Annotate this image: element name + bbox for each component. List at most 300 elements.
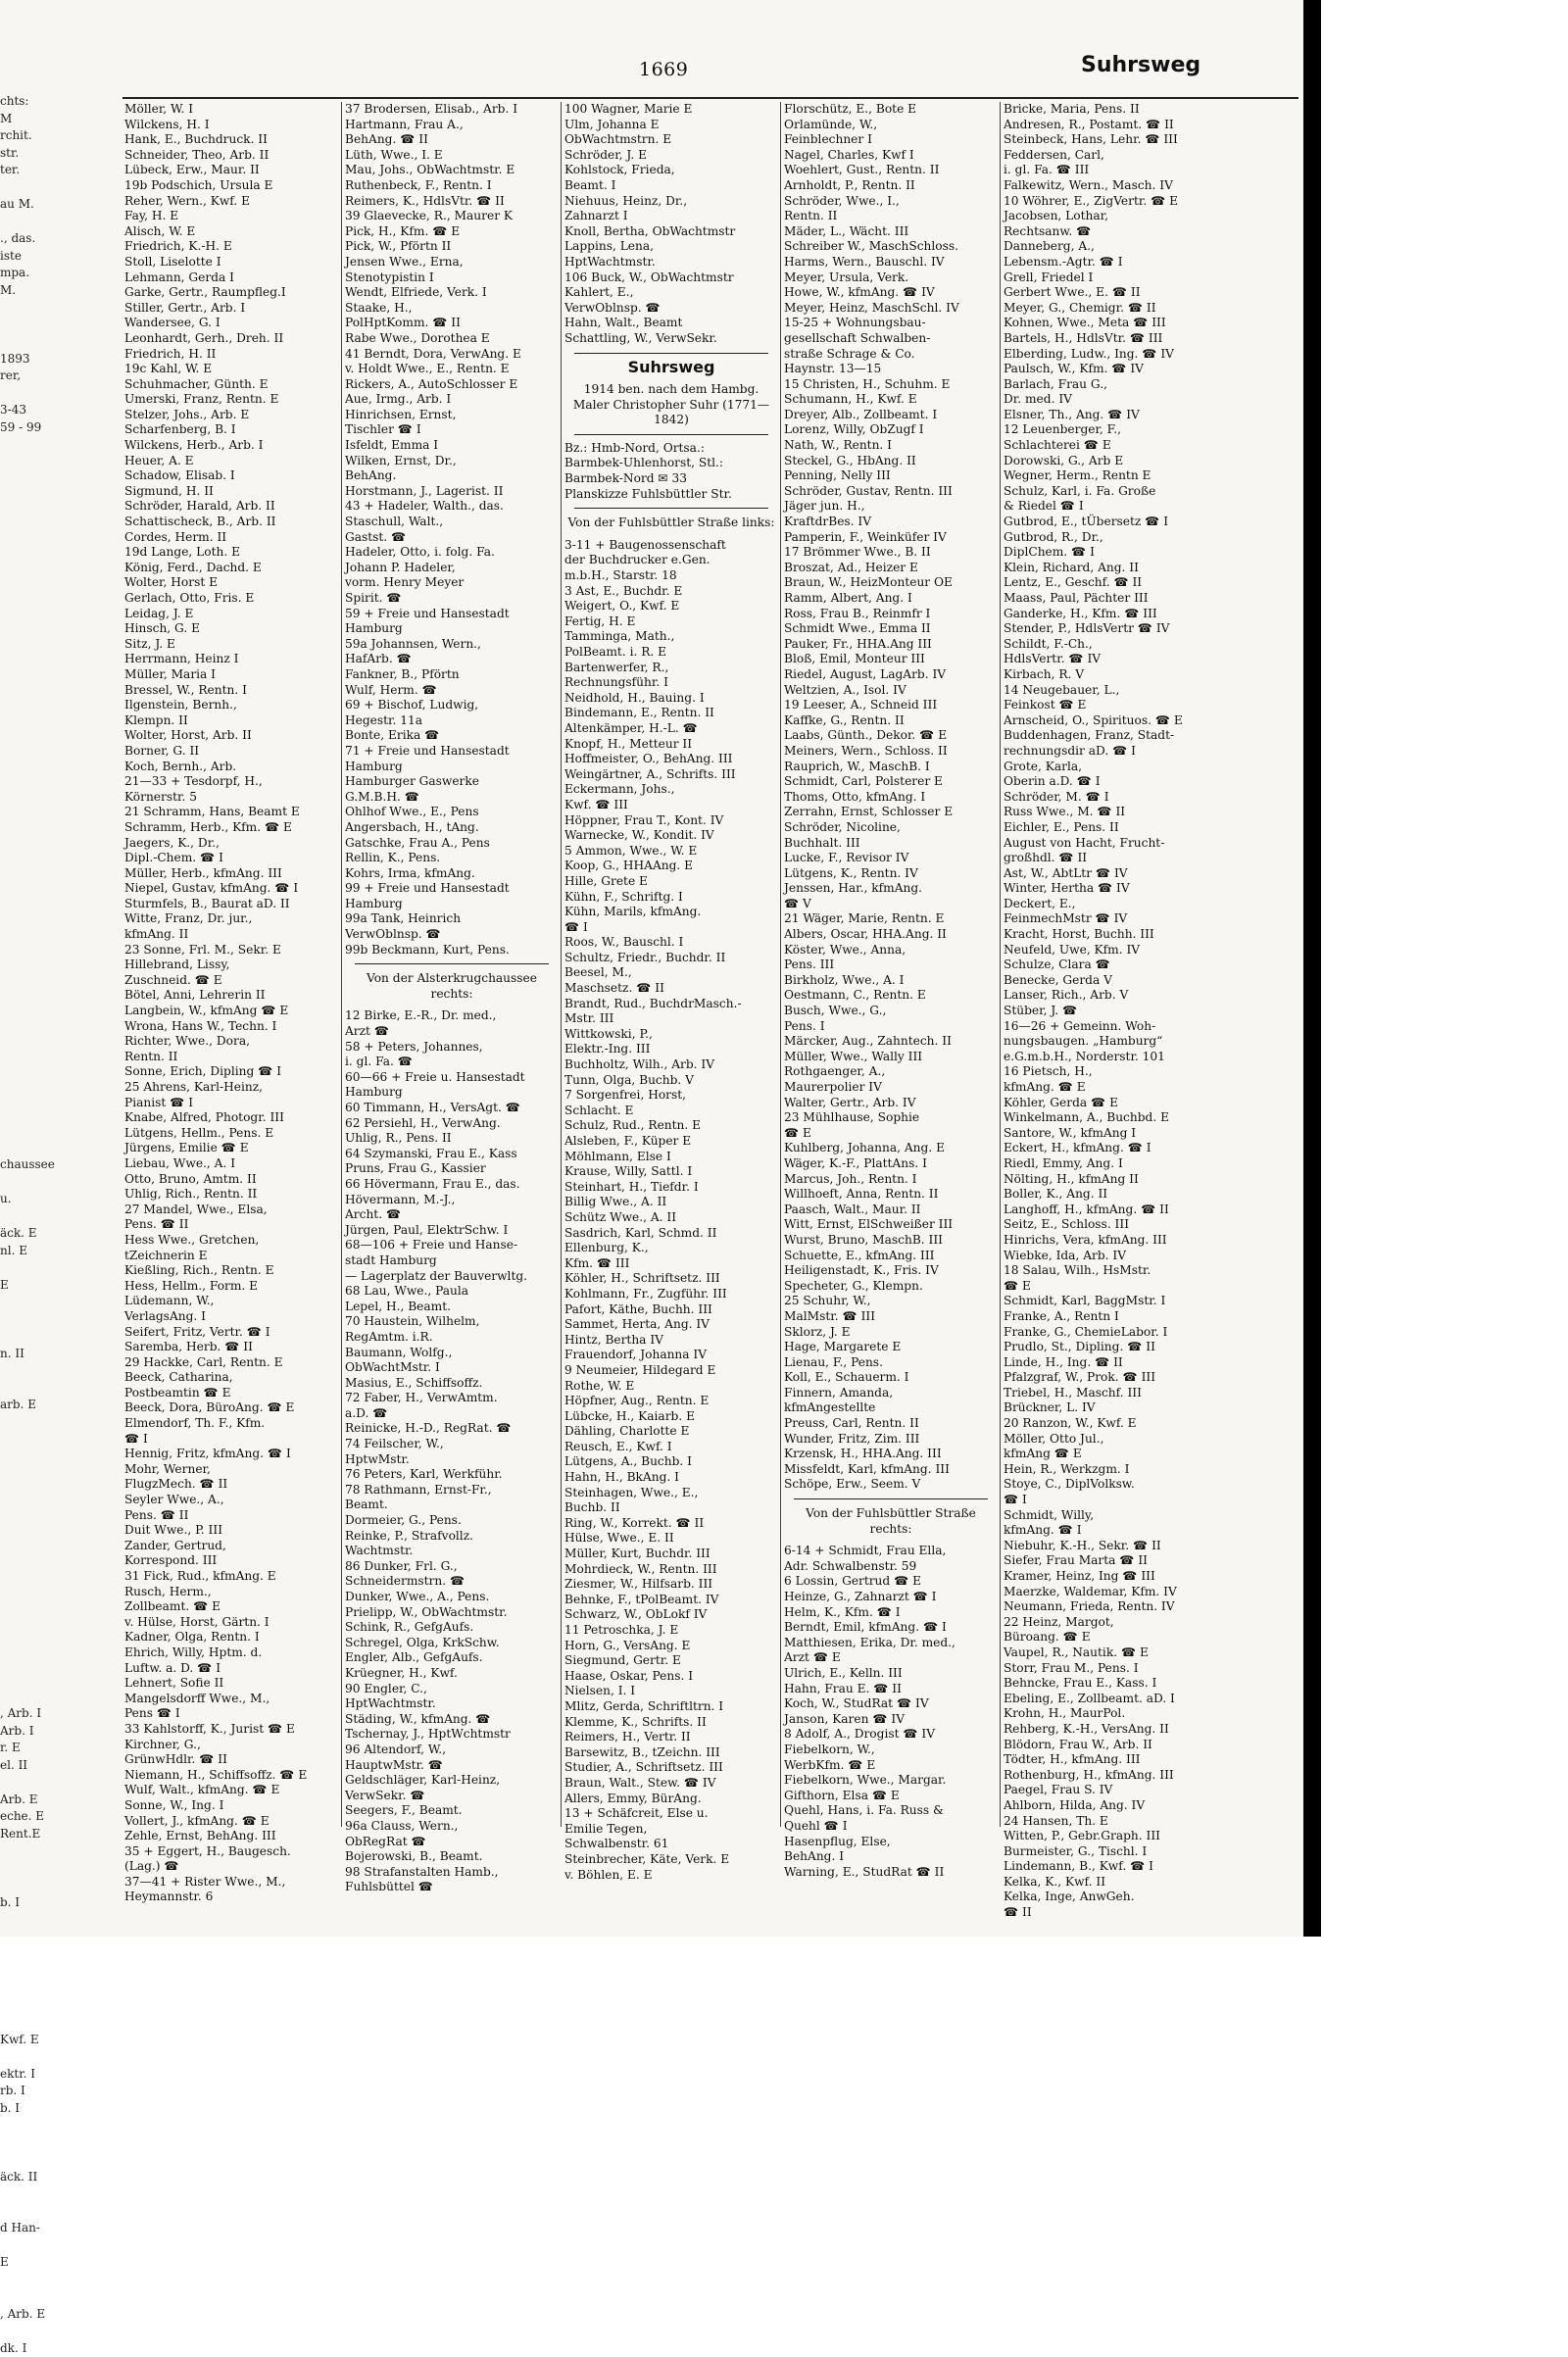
column-divider: [341, 102, 342, 1827]
directory-entry: 15 Christen, H., Schuhm. E: [784, 377, 998, 393]
stub-line: [0, 1877, 78, 1894]
directory-entry: Helm, K., Kfm. ☎ I: [784, 1605, 998, 1621]
directory-entry: Pfalzgraf, W., Prok. ☎ III: [1004, 1370, 1298, 1386]
directory-entry: Studier, A., Schriftsetz. III: [564, 1760, 778, 1776]
directory-entry: Hülse, Wwe., E. II: [564, 1531, 778, 1547]
directory-entry: Zollbeamt. ☎ E: [124, 1599, 338, 1615]
directory-entry: Dr. med. IV: [1004, 392, 1298, 408]
directory-entry: Barmbek-Nord ✉ 33: [564, 471, 778, 487]
directory-entry: vorm. Henry Meyer: [345, 575, 559, 591]
directory-entry: Schwarz, W., ObLokf IV: [564, 1607, 778, 1623]
directory-entry: 18 Salau, Wilh., HsMstr.: [1004, 1263, 1298, 1279]
directory-entry: Braun, Walt., Stew. ☎ IV: [564, 1776, 778, 1792]
directory-entry: Rechnungsführ. I: [564, 675, 778, 691]
directory-entry: Nölting, H., kfmAng II: [1004, 1172, 1298, 1188]
directory-entry: 19d Lange, Loth. E: [124, 545, 338, 561]
directory-entry: Arzt ☎: [345, 1024, 559, 1040]
directory-entry: Schöpe, Erw., Seem. V: [784, 1477, 998, 1493]
directory-entry: Triebel, H., Maschf. III: [1004, 1386, 1298, 1401]
directory-entry: Hille, Grete E: [564, 874, 778, 890]
stub-line: [0, 848, 78, 865]
directory-entry: ☎ E: [1004, 1279, 1298, 1295]
directory-entry: Hintz, Bertha IV: [564, 1333, 778, 1349]
stub-line: [0, 2117, 78, 2135]
directory-entry: ObRegRat ☎: [345, 1835, 559, 1850]
directory-entry: Pianist ☎ I: [124, 1096, 338, 1111]
directory-entry: Horn, G., VersAng. E: [564, 1639, 778, 1654]
section-rule: [794, 1498, 988, 1499]
stub-line: [0, 2323, 78, 2340]
stub-line: [0, 1637, 78, 1654]
directory-entry: Knoll, Bertha, ObWachtmstr: [564, 224, 778, 240]
directory-entry: Bz.: Hmb-Nord, Ortsa.:: [564, 441, 778, 457]
stub-line: nl. E: [0, 1243, 78, 1260]
directory-entry: Feinblechner I: [784, 132, 998, 148]
stub-line: [0, 2151, 78, 2169]
stub-line: 3-43: [0, 402, 78, 419]
directory-entry: Benecke, Gerda V: [1004, 973, 1298, 989]
stub-line: [0, 951, 78, 968]
directory-entry: Luftw. a. D. ☎ I: [124, 1661, 338, 1677]
directory-entry: Hövermann, M.-J.,: [345, 1193, 559, 1208]
directory-entry: Hahn, Frau E. ☎ II: [784, 1682, 998, 1697]
directory-entry: Ulm, Johanna E: [564, 118, 778, 133]
directory-entry: ☎ II: [1004, 1905, 1298, 1921]
directory-entry: Schröder, J. E: [564, 148, 778, 164]
stub-line: [0, 1911, 78, 1929]
directory-entry: Pens. ☎ II: [124, 1217, 338, 1233]
directory-entry: & Riedel ☎ I: [1004, 499, 1298, 515]
stub-line: M: [0, 111, 78, 128]
directory-entry: v. Böhlen, E. E: [564, 1868, 778, 1884]
directory-entry: gesellschaft Schwalben-: [784, 331, 998, 347]
column-5: [1004, 102, 1298, 1925]
directory-entry: v. Hülse, Horst, Gärtn. I: [124, 1615, 338, 1631]
directory-entry: Meyer, G., Chemigr. ☎ II: [1004, 301, 1298, 317]
directory-entry: Angersbach, H., tAng.: [345, 820, 559, 836]
directory-entry: Reusch, E., Kwf. I: [564, 1440, 778, 1455]
stub-line: b. I: [0, 2100, 78, 2118]
directory-entry: Koll, E., Schauerm. I: [784, 1370, 998, 1386]
directory-entry: Schuette, E., kfmAng. III: [784, 1249, 998, 1264]
directory-entry: Rickers, A., AutoSchlosser E: [345, 377, 559, 393]
stub-line: d Han-: [0, 2220, 78, 2237]
directory-entry: Jacobsen, Lothar,: [1004, 209, 1298, 224]
directory-entry: Lienau, F., Pens.: [784, 1355, 998, 1371]
directory-entry: PolHptKomm. ☎ II: [345, 316, 559, 331]
directory-entry: 23 Mühlhause, Sophie: [784, 1110, 998, 1126]
stub-line: [0, 625, 78, 643]
directory-entry: 19b Podschich, Ursula E: [124, 178, 338, 194]
directory-entry: Gastst. ☎: [345, 530, 559, 546]
directory-entry: Rechtsanw. ☎: [1004, 224, 1298, 240]
directory-entry: Tödter, H., kfmAng. III: [1004, 1752, 1298, 1768]
directory-entry: Klein, Richard, Ang. II: [1004, 561, 1298, 576]
column-divider: [780, 102, 781, 1827]
directory-entry: Seyler Wwe., A.,: [124, 1493, 338, 1508]
stub-line: [0, 1071, 78, 1089]
directory-entry: Wolter, Horst, Arb. II: [124, 728, 338, 744]
directory-entry: Seegers, F., Beamt.: [345, 1803, 559, 1819]
directory-entry: Schröder, M. ☎ I: [1004, 790, 1298, 806]
directory-entry: Hinrichs, Vera, kfmAng. III: [1004, 1233, 1298, 1249]
directory-entry: 64 Szymanski, Frau E., Kass: [345, 1147, 559, 1162]
directory-entry: Beamt. I: [564, 178, 778, 194]
stub-line: äck. E: [0, 1225, 78, 1243]
directory-entry: Schmidt, Willy,: [1004, 1508, 1298, 1524]
directory-entry: Sklorz, J. E: [784, 1325, 998, 1341]
directory-entry: tZeichnerin E: [124, 1249, 338, 1264]
directory-entry: Herrmann, Heinz I: [124, 652, 338, 667]
directory-entry: Zerrahn, Ernst, Schlosser E: [784, 805, 998, 820]
directory-entry: kfmAng. ☎ I: [1004, 1523, 1298, 1539]
directory-entry: Wiebke, Ida, Arb. IV: [1004, 1249, 1298, 1264]
directory-entry: Sturmfels, B., Baurat aD. II: [124, 897, 338, 912]
directory-entry: 41 Berndt, Dora, VerwAng. E: [345, 347, 559, 363]
top-rule: [122, 97, 1298, 99]
directory-entry: Schregel, Olga, KrkSchw.: [345, 1636, 559, 1651]
directory-entry: Niehuus, Heinz, Dr.,: [564, 194, 778, 210]
directory-entry: Arzt ☎ E: [784, 1650, 998, 1666]
directory-entry: Vollert, J., kfmAng. ☎ E: [124, 1814, 338, 1830]
directory-entry: nungsbaugen. „Hamburg“: [1004, 1034, 1298, 1050]
stub-line: , Arb. E: [0, 2306, 78, 2324]
directory-entry: Penning, Nelly III: [784, 468, 998, 484]
directory-entry: 10 Wöhrer, E., ZigVertr. ☎ E: [1004, 194, 1298, 210]
directory-entry: Elberding, Ludw., Ing. ☎ IV: [1004, 347, 1298, 363]
directory-entry: Laabs, Günth., Dekor. ☎ E: [784, 728, 998, 744]
directory-entry: G.M.B.H. ☎: [345, 790, 559, 806]
directory-entry: Hank, E., Buchdruck. II: [124, 132, 338, 148]
directory-entry: Schramm, Herb., Kfm. ☎ E: [124, 820, 338, 836]
directory-entry: Wunder, Fritz, Zim. III: [784, 1432, 998, 1448]
directory-entry: 37 Brodersen, Elisab., Arb. I: [345, 102, 559, 118]
directory-entry: Riedel, August, LagArb. IV: [784, 667, 998, 683]
directory-entry: Müller, Kurt, Buchdr. III: [564, 1547, 778, 1562]
directory-entry: Wulf, Herm. ☎: [345, 683, 559, 699]
directory-entry: 7 Sorgenfrei, Horst,: [564, 1088, 778, 1104]
stub-line: arb. E: [0, 1397, 78, 1414]
directory-entry: Kohnen, Wwe., Meta ☎ III: [1004, 316, 1298, 331]
directory-entry: 70 Haustein, Wilhelm,: [345, 1314, 559, 1330]
directory-entry: Hinrichsen, Ernst,: [345, 408, 559, 423]
directory-entry: Klempn. II: [124, 713, 338, 729]
directory-entry: Hess, Hellm., Form. E: [124, 1279, 338, 1295]
directory-entry: 6 Lossin, Gertrud ☎ E: [784, 1574, 998, 1590]
directory-entry: Paasch, Walt., Maur. II: [784, 1203, 998, 1218]
directory-entry: Fertig, H. E: [564, 614, 778, 630]
directory-entry: Schumann, H., Kwf. E: [784, 392, 998, 408]
directory-entry: Dipl.-Chem. ☎ I: [124, 851, 338, 866]
directory-entry: Leidag, J. E: [124, 607, 338, 622]
directory-entry: 99b Beckmann, Kurt, Pens.: [345, 943, 559, 958]
directory-entry: Schneidermstrn. ☎: [345, 1574, 559, 1590]
directory-entry: DiplChem. ☎ I: [1004, 545, 1298, 561]
directory-entry: Quehl ☎ I: [784, 1819, 998, 1835]
stub-line: [0, 385, 78, 403]
directory-entry: Lübeck, Erw., Maur. II: [124, 163, 338, 178]
directory-entry: Janson, Karen ☎ IV: [784, 1712, 998, 1728]
stub-line: [0, 1449, 78, 1466]
directory-entry: 98 Strafanstalten Hamb.,: [345, 1865, 559, 1881]
directory-entry: Gutbrod, R., Dr.,: [1004, 530, 1298, 546]
directory-entry: Hoffmeister, O., BehAng. III: [564, 752, 778, 767]
directory-entry: Bressel, W., Rentn. I: [124, 683, 338, 699]
directory-entry: Schmidt, Carl, Polsterer E: [784, 774, 998, 790]
directory-entry: 6-14 + Schmidt, Frau Ella,: [784, 1544, 998, 1559]
directory-entry: Jensen Wwe., Erna,: [345, 255, 559, 270]
directory-entry: Stüber, J. ☎: [1004, 1004, 1298, 1019]
stub-line: [0, 1122, 78, 1140]
directory-entry: Ehrich, Willy, Hptm. d.: [124, 1645, 338, 1661]
directory-entry: Saremba, Herb. ☎ II: [124, 1340, 338, 1355]
stub-line: E: [0, 1277, 78, 1295]
directory-entry: Lorenz, Willy, ObZugf I: [784, 422, 998, 438]
directory-entry: Masius, E., Schiffsoffz.: [345, 1376, 559, 1392]
directory-entry: 68—106 + Freie und Hanse-: [345, 1238, 559, 1253]
directory-entry: Grell, Friedel I: [1004, 270, 1298, 286]
directory-entry: Mohrdieck, W., Rentn. III: [564, 1562, 778, 1578]
directory-entry: Ring, W., Korrekt. ☎ II: [564, 1516, 778, 1532]
directory-entry: Ahlborn, Hilda, Ang. IV: [1004, 1798, 1298, 1814]
directory-entry: ☎ V: [784, 897, 998, 912]
section-rule: [574, 434, 768, 435]
stub-line: rchit.: [0, 127, 78, 145]
stub-line: [0, 2272, 78, 2289]
directory-entry: ObWachtMstr. I: [345, 1360, 559, 1376]
directory-entry: 68 Lau, Wwe., Paula: [345, 1284, 559, 1300]
column-4: [784, 102, 998, 1925]
directory-entry: Kelka, Inge, AnwGeh.: [1004, 1890, 1298, 1905]
directory-entry: Zehle, Ernst, BehAng. III: [124, 1829, 338, 1844]
directory-entry: Pick, H., Kfm. ☎ E: [345, 224, 559, 240]
directory-entry: Wäger, K.-F., PlattAns. I: [784, 1156, 998, 1172]
stub-line: [0, 454, 78, 471]
directory-entry: Heinze, G., Zahnarzt ☎ I: [784, 1590, 998, 1605]
directory-entry: Steinhagen, Wwe., E.,: [564, 1486, 778, 1501]
directory-entry: Tischler ☎ I: [345, 422, 559, 438]
directory-entry: Reinicke, H.-D., RegRat. ☎: [345, 1421, 559, 1437]
directory-entry: Klemme, K., Schrifts. II: [564, 1715, 778, 1731]
directory-entry: Kaffke, G., Rentn. II: [784, 713, 998, 729]
directory-entry: Wittkowski, P.,: [564, 1027, 778, 1043]
directory-entry: Adr. Schwalbenstr. 59: [784, 1559, 998, 1575]
directory-entry: WerbKfm. ☎ E: [784, 1758, 998, 1774]
directory-entry: 8 Adolf, A., Drogist ☎ IV: [784, 1727, 998, 1743]
section-rule: [355, 963, 549, 964]
directory-entry: 25 Ahrens, Karl-Heinz,: [124, 1080, 338, 1096]
directory-entry: Kelka, K., Kwf. II: [1004, 1875, 1298, 1891]
directory-entry: VerwOblnsp. ☎: [564, 301, 778, 317]
directory-entry: 11 Petroschka, J. E: [564, 1623, 778, 1639]
directory-entry: Woehlert, Gust., Rentn. II: [784, 163, 998, 178]
directory-entry: KraftdrBes. IV: [784, 515, 998, 530]
directory-entry: Brückner, L. IV: [1004, 1400, 1298, 1416]
directory-entry: Feddersen, Carl,: [1004, 148, 1298, 164]
directory-entry: Kirchner, G.,: [124, 1738, 338, 1753]
directory-entry: Dähling, Charlotte E: [564, 1424, 778, 1440]
directory-entry: Allers, Emmy, BürAng.: [564, 1792, 778, 1807]
directory-entry: Kahlert, E.,: [564, 285, 778, 301]
stub-line: [0, 1860, 78, 1878]
directory-entry: Nagel, Charles, Kwf I: [784, 148, 998, 164]
directory-entry: Hegestr. 11a: [345, 713, 559, 729]
stub-line: [0, 299, 78, 317]
stub-line: [0, 2237, 78, 2255]
directory-entry: Deckert, E.,: [1004, 897, 1298, 912]
directory-entry: Pauker, Fr., HHA.Ang III: [784, 637, 998, 653]
directory-entry: Reimers, H., Vertr. II: [564, 1730, 778, 1745]
directory-entry: 100 Wagner, Marie E: [564, 102, 778, 118]
directory-entry: Niebuhr, K.-H., Sekr. ☎ II: [1004, 1539, 1298, 1554]
directory-entry: Koop, G., HHAAng. E: [564, 859, 778, 874]
directory-entry: Rentn. II: [784, 209, 998, 224]
directory-entry: Reher, Wern., Kwf. E: [124, 194, 338, 210]
directory-entry: Eckert, H., kfmAng. ☎ I: [1004, 1141, 1298, 1156]
directory-entry: Pens. ☎ II: [124, 1508, 338, 1524]
directory-entry: Blödorn, Frau W., Arb. II: [1004, 1738, 1298, 1753]
stub-line: dk. I: [0, 2340, 78, 2357]
stub-line: 1893: [0, 351, 78, 368]
stub-line: [0, 900, 78, 917]
directory-entry: Thoms, Otto, kfmAng. I: [784, 790, 998, 806]
directory-entry: Beeck, Catharina,: [124, 1370, 338, 1386]
stub-line: [0, 179, 78, 197]
directory-entry: 60—66 + Freie u. Hansestadt: [345, 1070, 559, 1086]
directory-entry: — Lagerplatz der Bauverwltg.: [345, 1269, 559, 1285]
directory-entry: HptWachtmstr.: [345, 1696, 559, 1712]
directory-entry: Schmidt Wwe., Emma II: [784, 621, 998, 637]
directory-entry: Möller, W. I: [124, 102, 338, 118]
directory-entry: Büroang. ☎ E: [1004, 1630, 1298, 1645]
directory-entry: Neidhold, H., Bauing. I: [564, 691, 778, 707]
directory-entry: Franke, G., ChemieLabor. I: [1004, 1325, 1298, 1341]
directory-entry: Nath, W., Rentn. I: [784, 438, 998, 454]
directory-entry: 74 Feilscher, W.,: [345, 1437, 559, 1452]
directory-entry: Jäger jun. H.,: [784, 499, 998, 515]
directory-entry: Baumann, Wolfg.,: [345, 1346, 559, 1361]
directory-entry: Hage, Margarete E: [784, 1340, 998, 1355]
directory-entry: Steinbrecher, Käte, Verk. E: [564, 1852, 778, 1868]
directory-entry: Krüegner, H., Kwf.: [345, 1666, 559, 1682]
section-label: Von der Fuhlsbüttler Straße rechts:: [784, 1506, 998, 1537]
directory-entry: Hartmann, Frau A.,: [345, 118, 559, 133]
directory-entry: Schultz, Friedr., Buchdr. II: [564, 951, 778, 966]
directory-entry: ObWachtmstrn. E: [564, 132, 778, 148]
stub-line: [0, 745, 78, 762]
stub-line: [0, 642, 78, 660]
directory-entry: 72 Faber, H., VerwAmtm.: [345, 1391, 559, 1406]
directory-entry: Siegmund, Gertr. E: [564, 1653, 778, 1669]
directory-entry: Körnerstr. 5: [124, 790, 338, 806]
directory-entry: Leonhardt, Gerh., Dreh. II: [124, 331, 338, 347]
directory-entry: Meiners, Wern., Schloss. II: [784, 744, 998, 760]
column-divider: [1000, 102, 1001, 1827]
directory-entry: 5 Ammon, Wwe., W. E: [564, 844, 778, 859]
directory-entry: Missfeldt, Karl, kfmAng. III: [784, 1462, 998, 1478]
directory-entry: Roos, W., Bauschl. I: [564, 935, 778, 951]
directory-entry: Walter, Gertr., Arb. IV: [784, 1096, 998, 1111]
directory-entry: kfmAng. ☎ E: [1004, 1080, 1298, 1096]
directory-entry: 58 + Peters, Johannes,: [345, 1040, 559, 1056]
directory-entry: Heiligenstadt, K., Fris. IV: [784, 1263, 998, 1279]
directory-entry: Wolter, Horst E: [124, 575, 338, 591]
directory-entry: Zander, Gertrud,: [124, 1539, 338, 1554]
directory-entry: Andresen, R., Postamt. ☎ II: [1004, 118, 1298, 133]
directory-entry: Kohlmann, Fr., Zugführ. III: [564, 1287, 778, 1302]
directory-entry: 96 Altendorf, W.,: [345, 1743, 559, 1758]
stub-line: [0, 660, 78, 677]
directory-entry: Neumann, Frieda, Rentn. IV: [1004, 1599, 1298, 1615]
stub-line: [0, 1963, 78, 1981]
stub-line: [0, 1997, 78, 2015]
directory-entry: Stoye, C., DiplVolksw.: [1004, 1477, 1298, 1493]
directory-entry: Beamt.: [345, 1498, 559, 1513]
stub-line: [0, 1328, 78, 1346]
stub-line: [0, 1620, 78, 1638]
directory-entry: Wilckens, Herb., Arb. I: [124, 438, 338, 454]
directory-entry: Ulrich, E., Kelln. III: [784, 1666, 998, 1682]
directory-entry: Langhoff, H., kfmAng. ☎ II: [1004, 1203, 1298, 1218]
stub-line: [0, 1414, 78, 1432]
directory-entry: Tamminga, Math.,: [564, 629, 778, 645]
directory-entry: Uhlig, Rich., Rentn. II: [124, 1187, 338, 1203]
section-rule: [574, 353, 768, 354]
stub-line: E: [0, 2254, 78, 2272]
stub-line: [0, 1671, 78, 1689]
directory-entry: Braun, W., HeizMonteur OE: [784, 575, 998, 591]
directory-entry: Buchholtz, Wilh., Arb. IV: [564, 1057, 778, 1073]
stub-line: [0, 728, 78, 746]
stub-line: [0, 2048, 78, 2066]
directory-entry: 14 Neugebauer, L.,: [1004, 683, 1298, 699]
directory-entry: 22 Heinz, Margot,: [1004, 1615, 1298, 1631]
directory-entry: König, Ferd., Dachd. E: [124, 561, 338, 576]
directory-entry: Otto, Bruno, Amtm. II: [124, 1172, 338, 1188]
directory-entry: Wegner, Herm., Rentn E: [1004, 468, 1298, 484]
directory-entry: Kühn, F., Schriftg. I: [564, 890, 778, 906]
directory-entry: Schulz, Karl, i. Fa. Große: [1004, 484, 1298, 500]
directory-entry: 13 + Schäfcreit, Else u.: [564, 1806, 778, 1822]
directory-entry: Weltzien, A., Isol. IV: [784, 683, 998, 699]
stub-line: [0, 797, 78, 814]
directory-entry: Maerzke, Waldemar, Kfm. IV: [1004, 1585, 1298, 1600]
directory-entry: HafArb. ☎: [345, 652, 559, 667]
directory-entry: Hess Wwe., Gretchen,: [124, 1233, 338, 1249]
directory-entry: Schröder, Gustav, Rentn. III: [784, 484, 998, 500]
directory-entry: 12 Leuenberger, F.,: [1004, 422, 1298, 438]
directory-entry: Birkholz, Wwe., A. I: [784, 973, 998, 989]
column-1: [124, 102, 338, 1925]
directory-entry: Staschull, Walt.,: [345, 515, 559, 530]
directory-entry: Duit Wwe., P. III: [124, 1523, 338, 1539]
directory-entry: Kühn, Marils, kfmAng.: [564, 905, 778, 920]
directory-entry: 35 + Eggert, H., Baugesch.: [124, 1844, 338, 1860]
directory-entry: Behnke, F., tPolBeamt. IV: [564, 1593, 778, 1608]
stub-line: n. II: [0, 1346, 78, 1363]
page-number: 1669: [639, 59, 688, 80]
stub-line: [0, 333, 78, 351]
directory-entry: Engler, Alb., GefgAufs.: [345, 1650, 559, 1666]
directory-entry: 62 Persiehl, H., VerwAng.: [345, 1116, 559, 1132]
directory-entry: 106 Buck, W., ObWachtmstr: [564, 270, 778, 286]
stub-line: [0, 1174, 78, 1192]
directory-entry: Maurerpolier IV: [784, 1080, 998, 1096]
directory-entry: Heymannstr. 6: [124, 1890, 338, 1905]
stub-line: [0, 214, 78, 231]
directory-entry: 43 + Hadeler, Walth., das.: [345, 499, 559, 515]
directory-entry: Scharfenberg, B. I: [124, 422, 338, 438]
